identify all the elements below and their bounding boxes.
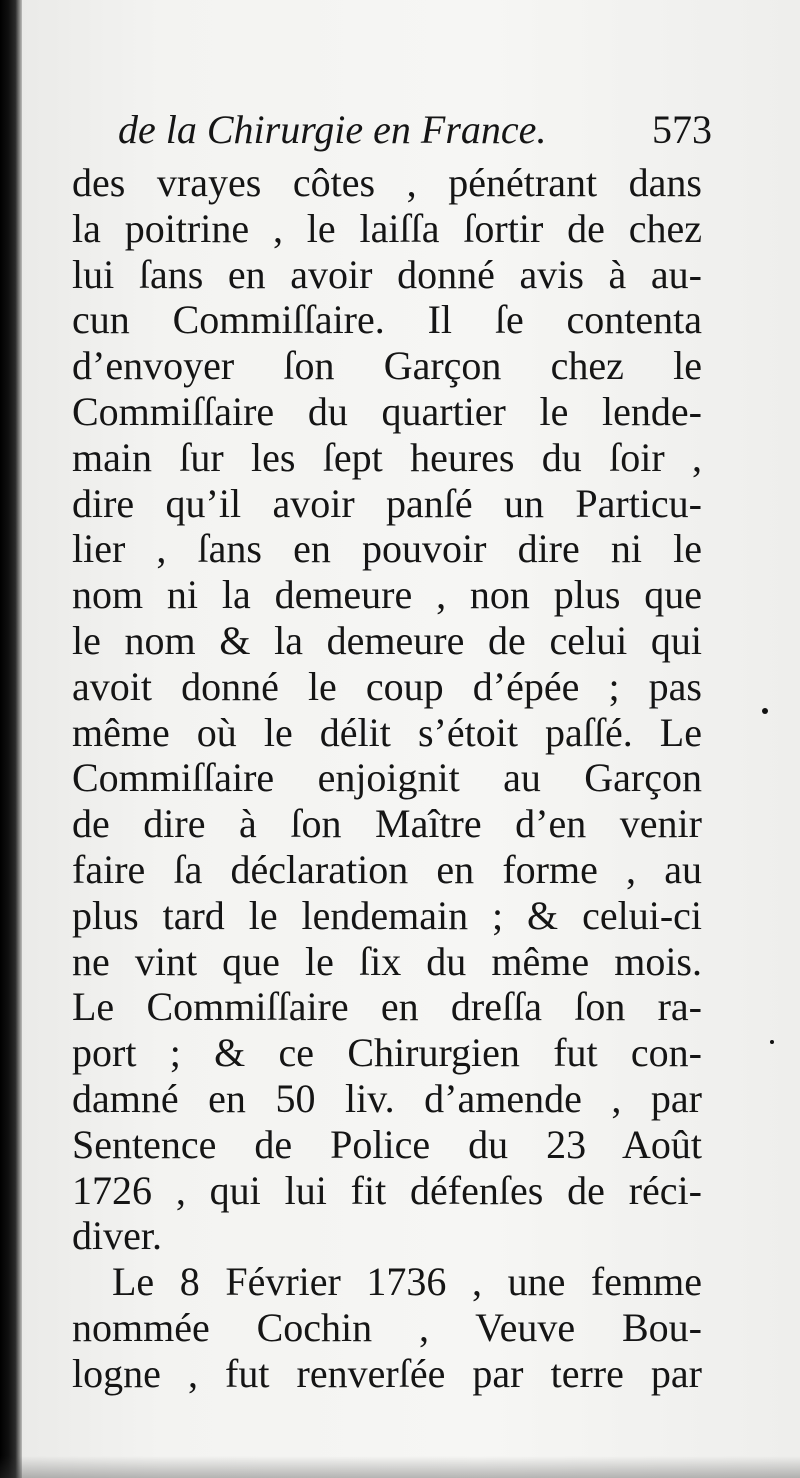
text-line: 1726 , qui lui fit défenſes de réci- <box>72 1167 702 1213</box>
text-line: Commiſſaire du quartier le lende- <box>72 388 702 434</box>
text-line: damné en 50 liv. d’amende , par <box>72 1075 702 1121</box>
text-line: nom ni la demeure , non plus que <box>72 572 702 618</box>
body-text <box>72 160 702 1397</box>
running-head-title: de la Chirurgie en France. <box>118 107 547 152</box>
text-line: plus tard le lendemain ; & celui-ci <box>72 892 702 938</box>
binding-shadow <box>0 0 22 1478</box>
page-number: 573 <box>652 107 712 152</box>
ink-speck <box>762 708 768 714</box>
text-line: le nom & la demeure de celui qui <box>72 617 702 663</box>
paragraph-end-line: diver. <box>72 1213 162 1259</box>
page <box>72 0 712 1478</box>
text-line: faire ſa déclaration en forme , au <box>72 846 702 892</box>
text-line: d’envoyer ſon Garçon chez le <box>72 343 702 389</box>
ink-speck <box>770 1040 774 1044</box>
paragraph-start-line: Le 8 Février 1736 , une femme <box>112 1259 702 1305</box>
text-line: des vrayes côtes , pénétrant dans <box>72 160 702 205</box>
text-line: logne , fut renverſée par terre par <box>72 1350 702 1396</box>
text-line: nommée Cochin , Veuve Bou- <box>72 1304 702 1350</box>
text-line: main ſur les ſept heures du ſoir , <box>72 434 702 480</box>
text-line: Sentence de Police du 23 Août <box>72 1121 702 1167</box>
page-bottom-shadow <box>0 1456 800 1478</box>
text-line: port ; & ce Chirurgien fut con- <box>72 1030 702 1076</box>
text-line: de dire à ſon Maître d’en venir <box>72 801 702 847</box>
text-line: avoit donné le coup d’épée ; pas <box>72 663 702 709</box>
text-line: cun Commiſſaire. Il ſe contenta <box>72 297 702 343</box>
text-line: la poitrine , le laiſſa ſortir de chez <box>72 205 702 251</box>
text-line: lui ſans en avoir donné avis à au- <box>72 251 702 297</box>
text-line: lier , ſans en pouvoir dire ni le <box>72 526 702 572</box>
text-line: dire qu’il avoir panſé un Particu- <box>72 480 702 526</box>
text-line: Le Commiſſaire en dreſſa ſon ra- <box>72 984 702 1030</box>
text-line: même où le délit s’étoit paſſé. Le <box>72 709 702 755</box>
text-line: ne vint que le ſix du même mois. <box>72 938 702 984</box>
running-head <box>118 106 712 154</box>
text-line: Commiſſaire enjoignit au Garçon <box>72 755 702 801</box>
